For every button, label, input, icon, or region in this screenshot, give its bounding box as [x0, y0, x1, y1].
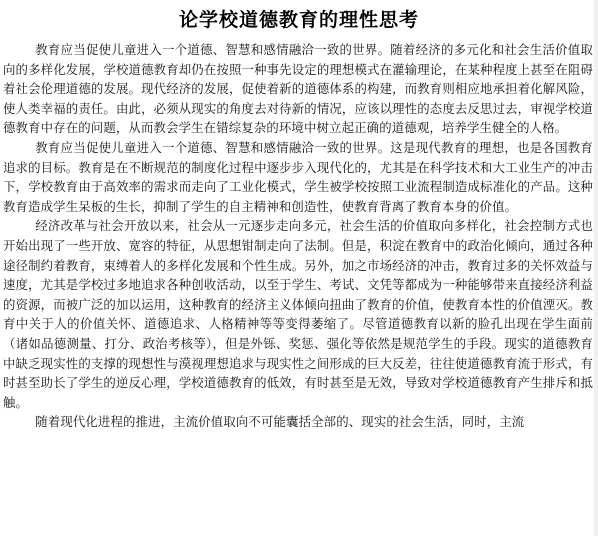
paragraph-3: 经济改革与社会开放以来，社会从一元逐步走向多元，社会生活的价值取向多样化，社会控制方式也开始出现了一些开放、宽容的特征，从思想钳制走向了法制。但是，积淀在教育中的政治化倾向，通过各种途径制约着教育，束缚着人的多样化发展和个性生成。另外，加之市场经济的冲击，教育过多的关怀效益与速度，尤其是学校过多地追求各种创收活动，以至于学生、考试、文凭等都成为一种能够带来直接经济利益的资源，而被广泛的加以运用，这种教育的经济主义体倾向扭曲了教育的价值，使教育本性的价值湮灭。教育中关于人的价值关怀、道德追求、人格精神等等变得萎缩了。尽管道德教育以新的脸孔出现在学生面前（诸如品德测量、打分、政治考核等），但是外铄、奖惩、强化等依然是规范学生的手段。现实的道德教育中缺乏现实性的支撑的现想性与漠视理想追求与现实性之间形成的巨大反差，往往使道德教育流于形式，有时甚至助长了学生的逆反心理，学校道德教育的低效，有时甚至是无效，导致对学校道德教育产生排斥和抵触。: [3, 218, 593, 410]
document-body: [3, 40, 593, 432]
paragraph-2: 教育应当促使儿童进入一个道德、智慧和感情融洽一致的世界。这是现代教育的理想，也是各国教育追求的目标。教育是在不断规范的制度化过程中逐步步入现代化的，尤其是在科学技术和大工业生产的冲击下，学校教育由于高效率的需求而走向了工业化模式，学生被学校按照工业流程制造成标准化的产品。这种教育造成学生呆板的生长，抑制了学生的自主精神和创造性，使教育背离了教育本身的价值。: [3, 139, 593, 214]
document-title: 论学校道德教育的理性思考: [178, 9, 419, 31]
paragraph-4: 随着现代化进程的推进，主流价值取向不可能囊括全部的、现实的社会生活，同时，主流: [35, 414, 525, 430]
scrollbar[interactable]: [594, 0, 598, 536]
paragraph-1: 教育应当促使儿童进入一个道德、智慧和感情融洽一致的世界。随着经济的多元化和社会生活价值取向的多样化发展，学校道德教育却仍在按照一种事先设定的理想模式在灌输理论，在某种程度上甚至在阻碍着社会伦理道德的发展。现代经济的发展，促使着新的道德体系的构建，而教育则相应地承担着化解风险，使人类幸福的责任。由此，必须从现实的角度去对待新的情况，应该以理性的态度去反思过去，审视学校道德教育中存在的问题，从而教会学生在错综复杂的环境中树立起正确的道德观，培养学生健全的人格。: [3, 42, 593, 136]
